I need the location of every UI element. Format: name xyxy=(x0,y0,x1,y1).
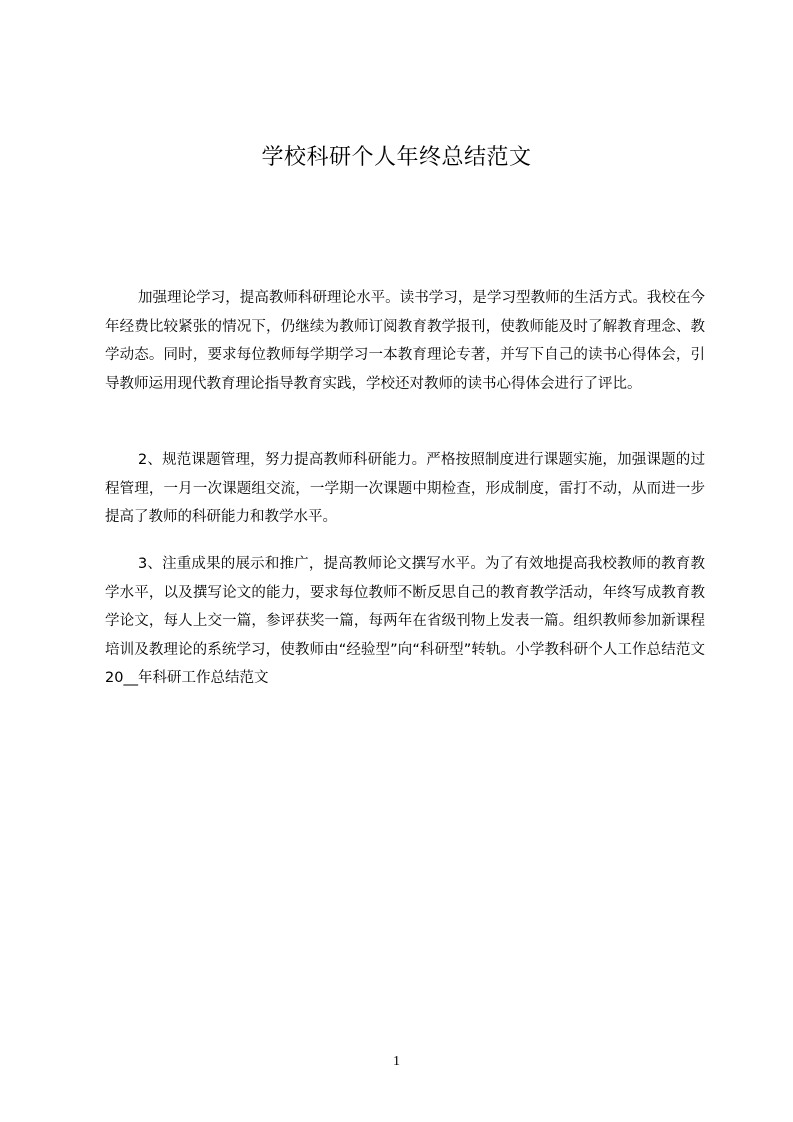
paragraph-achievements: 3、注重成果的展示和推广，提高教师论文撰写水平。为了有效地提高我校教师的教育教学水平，以及撰写论文的能力，要求每位教师不断反思自己的教育教学活动，年终写成教育教学论文，每人上交一篇，参评获奖一篇，每两年在省级刊物上发表一篇。组织教师参加新课程培训及教理论的系统学习，使教师由“经验型”向“科研型”转轨。小学教科研个人工作总结范文 20__年科研工作总结范文 xyxy=(105,556,705,687)
page-number: 1 xyxy=(393,1054,400,1069)
document-title: 学校科研个人年终总结范文 xyxy=(261,145,532,170)
paragraph-theory-study: 加强理论学习，提高教师科研理论水平。读书学习，是学习型教师的生活方式。我校在今年经费比较紧张的情况下，仍继续为教师订阅教育教学报刊，使教师能及时了解教育理念、教学动态。同时，要求每位教师每学期学习一本教育理论专著，并写下自己的读书心得体会，引导教师运用现代教育理论指导教育实践，学校还对教师的读书心得体会进行了评比。 xyxy=(105,290,705,392)
paragraph-project-management: 2、规范课题管理，努力提高教师科研能力。严格按照制度进行课题实施，加强课题的过程管理，一月一次课题组交流，一学期一次课题中期检查，形成制度，雷打不动，从而进一步提高了教师的科研能力和教学水平。 xyxy=(105,452,705,526)
